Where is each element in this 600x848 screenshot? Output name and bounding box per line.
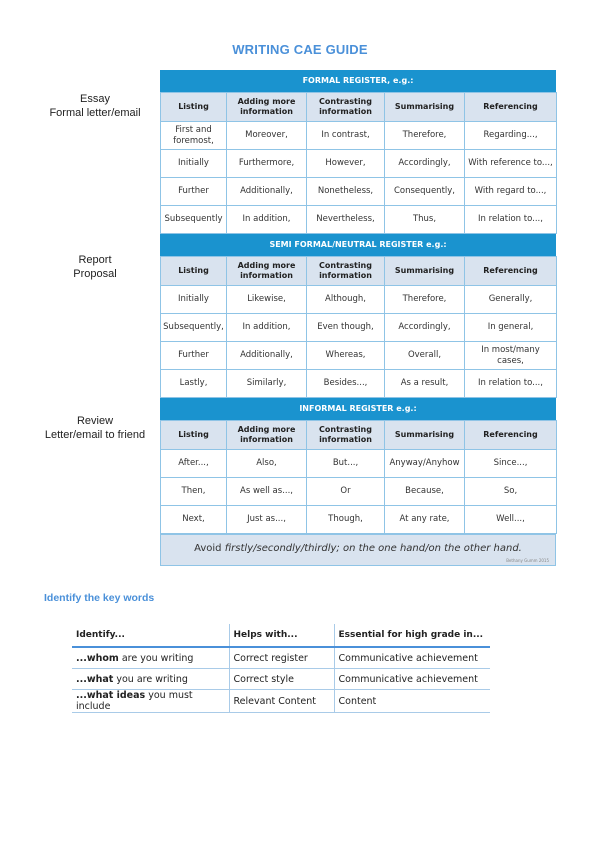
table-cell: Correct style bbox=[229, 669, 334, 690]
table-cell: Moreover, bbox=[227, 122, 307, 150]
table-row bbox=[161, 506, 557, 534]
side-label-line: Formal letter/email bbox=[49, 107, 141, 119]
column-header-contrasting: Contrasting information bbox=[307, 93, 385, 122]
identify-keyword: what ideas bbox=[86, 690, 146, 701]
key-words-table bbox=[72, 624, 490, 713]
table-cell: With regard to..., bbox=[465, 178, 557, 206]
table-row bbox=[72, 669, 490, 690]
column-header-referencing: Referencing bbox=[465, 421, 557, 450]
table-cell: Whereas, bbox=[307, 342, 385, 370]
table-cell: So, bbox=[465, 478, 557, 506]
column-header-summarising: Summarising bbox=[385, 421, 465, 450]
table-cell: In general, bbox=[465, 314, 557, 342]
table-row bbox=[161, 150, 557, 178]
key-words-header-identify: Identify... bbox=[72, 624, 229, 647]
table-row bbox=[161, 478, 557, 506]
column-header-referencing: Referencing bbox=[465, 93, 557, 122]
table-cell: Initially bbox=[161, 286, 227, 314]
table-cell: As well as..., bbox=[227, 478, 307, 506]
table-cell: Generally, bbox=[465, 286, 557, 314]
table-cell: Regarding..., bbox=[465, 122, 557, 150]
table-cell bbox=[72, 647, 229, 669]
table-cell: Content bbox=[334, 690, 490, 713]
table-cell: Accordingly, bbox=[385, 150, 465, 178]
table-cell: With reference to..., bbox=[465, 150, 557, 178]
side-label-informal bbox=[30, 414, 160, 442]
informal-register-table bbox=[160, 420, 557, 534]
identify-keyword: what bbox=[86, 673, 114, 685]
table-cell: Accordingly, bbox=[385, 314, 465, 342]
table-cell: Further bbox=[161, 178, 227, 206]
side-label-line: Proposal bbox=[73, 268, 117, 280]
formal-register-table bbox=[160, 92, 557, 234]
column-header-referencing: Referencing bbox=[465, 257, 557, 286]
identify-rest: are you writing bbox=[118, 652, 194, 664]
table-cell: Just as..., bbox=[227, 506, 307, 534]
key-words-header-row bbox=[72, 624, 490, 647]
table-row bbox=[161, 450, 557, 478]
table-row bbox=[161, 342, 557, 370]
table-row bbox=[161, 370, 557, 398]
table-cell: Therefore, bbox=[385, 122, 465, 150]
table-cell: Additionally, bbox=[227, 178, 307, 206]
credit-text: Bethany Gumm 2015 bbox=[506, 558, 549, 563]
table-cell: Communicative achievement bbox=[334, 647, 490, 669]
column-header-adding: Adding more information bbox=[227, 257, 307, 286]
table-cell: In most/many cases, bbox=[465, 342, 557, 370]
side-label-line: Review bbox=[76, 415, 114, 427]
table-cell: In contrast, bbox=[307, 122, 385, 150]
table-cell bbox=[72, 669, 229, 690]
identify-rest: you are writing bbox=[113, 673, 188, 685]
table-cell: Correct register bbox=[229, 647, 334, 669]
side-label-formal bbox=[30, 92, 160, 120]
register-guide bbox=[160, 70, 556, 566]
table-cell: Subsequently bbox=[161, 206, 227, 234]
semiformal-register-header: SEMI FORMAL/NEUTRAL REGISTER e.g.: bbox=[160, 234, 556, 256]
column-header-listing: Listing bbox=[161, 257, 227, 286]
table-cell: Well..., bbox=[465, 506, 557, 534]
table-cell: Relevant Content bbox=[229, 690, 334, 713]
column-header-listing: Listing bbox=[161, 93, 227, 122]
table-cell: Further bbox=[161, 342, 227, 370]
table-row bbox=[161, 206, 557, 234]
table-cell: Furthermore, bbox=[227, 150, 307, 178]
table-cell: Also, bbox=[227, 450, 307, 478]
key-words-title: Identify the key words bbox=[44, 592, 155, 604]
column-header-listing: Listing bbox=[161, 421, 227, 450]
table-cell: Therefore, bbox=[385, 286, 465, 314]
identify-prefix: ... bbox=[76, 652, 87, 664]
table-cell: Additionally, bbox=[227, 342, 307, 370]
table-cell: Lastly, bbox=[161, 370, 227, 398]
table-row bbox=[161, 314, 557, 342]
avoid-note-text bbox=[161, 543, 555, 554]
identify-prefix: ... bbox=[76, 690, 87, 701]
informal-register-header: INFORMAL REGISTER e.g.: bbox=[160, 398, 556, 420]
column-header-adding: Adding more information bbox=[227, 93, 307, 122]
avoid-note bbox=[160, 534, 556, 566]
table-cell: Overall, bbox=[385, 342, 465, 370]
semiformal-register-table bbox=[160, 256, 557, 398]
table-cell: Though, bbox=[307, 506, 385, 534]
column-header-contrasting: Contrasting information bbox=[307, 257, 385, 286]
table-cell: Anyway/Anyhow bbox=[385, 450, 465, 478]
table-cell: In addition, bbox=[227, 206, 307, 234]
table-cell: Even though, bbox=[307, 314, 385, 342]
column-header-row bbox=[161, 93, 557, 122]
table-cell: Then, bbox=[161, 478, 227, 506]
table-cell: After..., bbox=[161, 450, 227, 478]
avoid-phrases: firstly/secondly/thirdly; on the one hand/on the other hand. bbox=[224, 543, 522, 554]
column-header-row bbox=[161, 421, 557, 450]
table-row bbox=[72, 647, 490, 669]
table-cell: Thus, bbox=[385, 206, 465, 234]
table-cell: Likewise, bbox=[227, 286, 307, 314]
table-cell: Initially bbox=[161, 150, 227, 178]
table-cell: In relation to..., bbox=[465, 206, 557, 234]
table-cell: Because, bbox=[385, 478, 465, 506]
column-header-summarising: Summarising bbox=[385, 93, 465, 122]
table-cell: First and foremost, bbox=[161, 122, 227, 150]
table-row bbox=[161, 286, 557, 314]
side-label-line: Report bbox=[78, 254, 112, 266]
table-cell: In relation to..., bbox=[465, 370, 557, 398]
table-row bbox=[161, 178, 557, 206]
identify-prefix: ... bbox=[76, 673, 87, 685]
avoid-prefix: Avoid bbox=[194, 543, 225, 554]
table-cell: Consequently, bbox=[385, 178, 465, 206]
column-header-adding: Adding more information bbox=[227, 421, 307, 450]
table-cell: Since..., bbox=[465, 450, 557, 478]
column-header-summarising: Summarising bbox=[385, 257, 465, 286]
table-cell: In addition, bbox=[227, 314, 307, 342]
table-cell: But..., bbox=[307, 450, 385, 478]
table-cell: Nevertheless, bbox=[307, 206, 385, 234]
table-cell: Communicative achievement bbox=[334, 669, 490, 690]
side-label-line: Letter/email to friend bbox=[44, 429, 146, 441]
page-title: WRITING CAE GUIDE bbox=[232, 42, 368, 57]
side-label-line: Essay bbox=[80, 93, 110, 105]
table-cell: Next, bbox=[161, 506, 227, 534]
identify-rest: you must include bbox=[76, 690, 193, 712]
table-cell: However, bbox=[307, 150, 385, 178]
table-cell: Nonetheless, bbox=[307, 178, 385, 206]
table-cell: Similarly, bbox=[227, 370, 307, 398]
table-row bbox=[72, 690, 490, 713]
side-label-semiformal bbox=[30, 253, 160, 281]
table-cell: Although, bbox=[307, 286, 385, 314]
table-row bbox=[161, 122, 557, 150]
table-cell bbox=[72, 690, 229, 713]
table-cell: As a result, bbox=[385, 370, 465, 398]
column-header-contrasting: Contrasting information bbox=[307, 421, 385, 450]
table-cell: Subsequently, bbox=[161, 314, 227, 342]
key-words-header-essential: Essential for high grade in... bbox=[334, 624, 490, 647]
column-header-row bbox=[161, 257, 557, 286]
identify-keyword: whom bbox=[86, 652, 119, 664]
key-words-header-helps: Helps with... bbox=[229, 624, 334, 647]
formal-register-header: FORMAL REGISTER, e.g.: bbox=[160, 70, 556, 92]
table-cell: Or bbox=[307, 478, 385, 506]
table-cell: Besides..., bbox=[307, 370, 385, 398]
table-cell: At any rate, bbox=[385, 506, 465, 534]
